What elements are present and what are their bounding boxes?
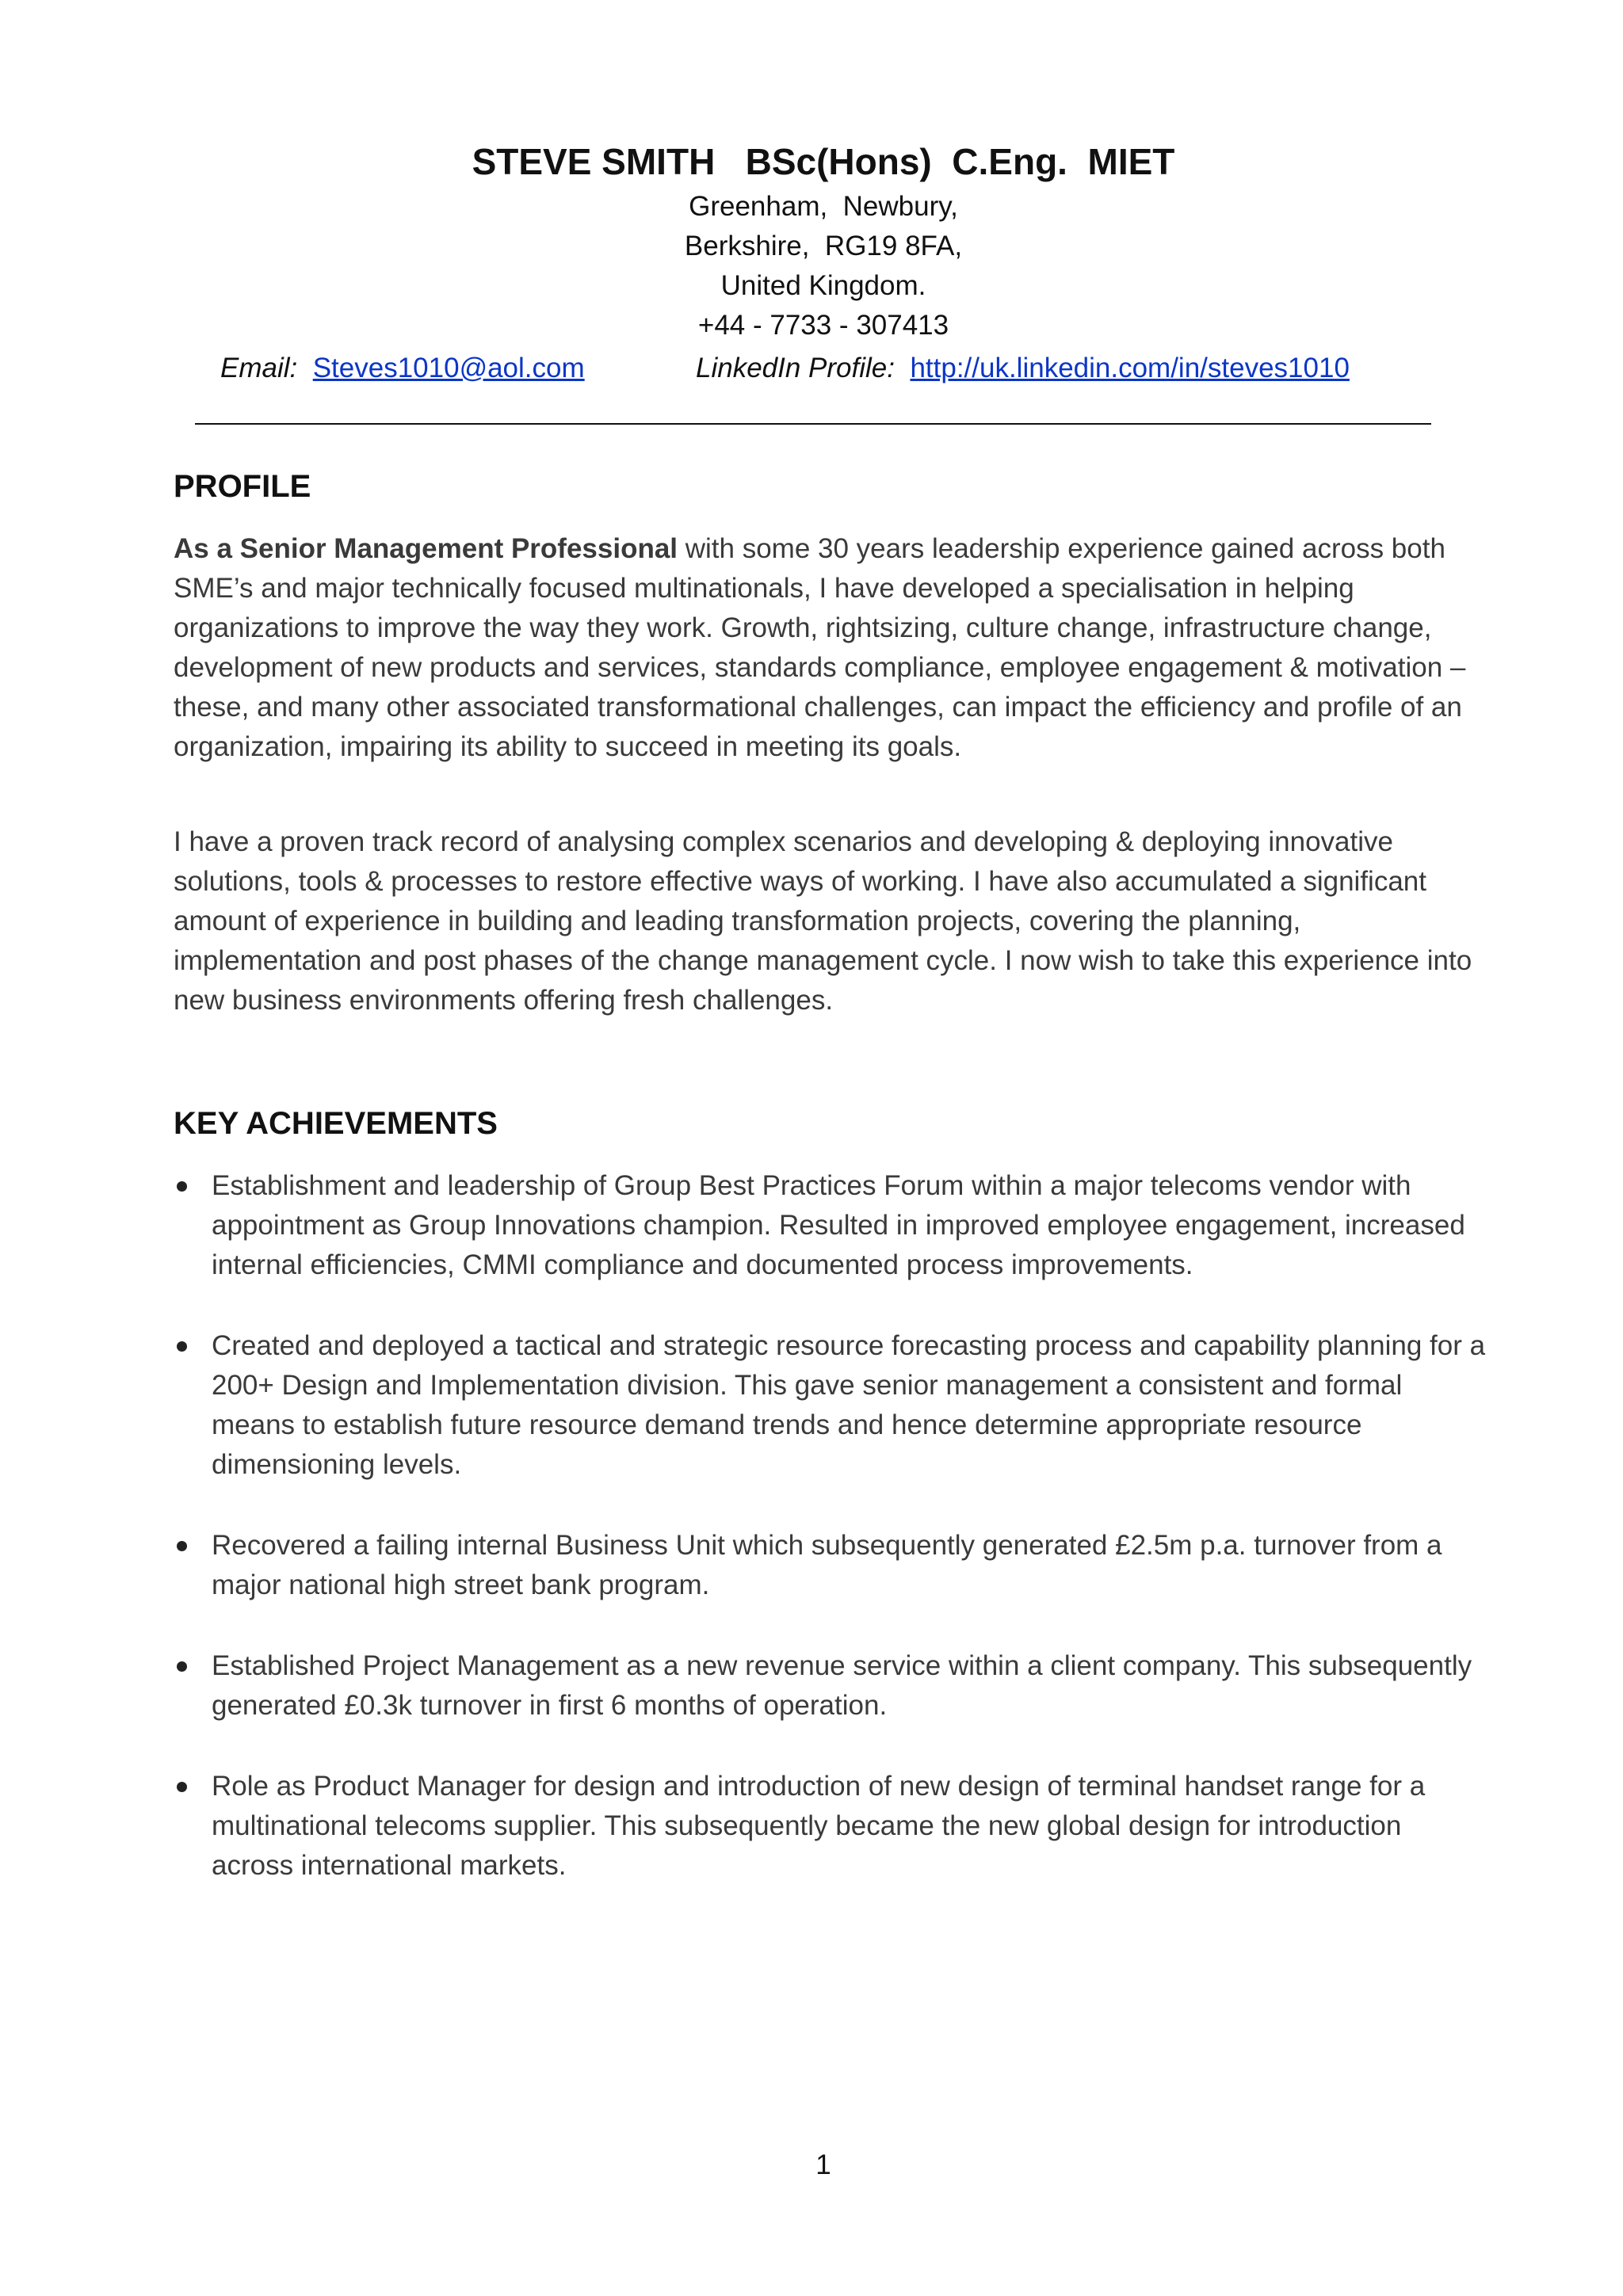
profile-lead: As a Senior Management Professional <box>174 533 678 564</box>
profile-paragraph-1 <box>174 529 1473 767</box>
list-item <box>174 1767 1489 1886</box>
achievement-text: Establishment and leadership of Group Best Practices Forum within a major telecoms vendor with appointment as Group Innovations champion. Resulted in improved employee engagement, increased internal efficiencies, CMMI compliance and documented process improvements. <box>212 1170 1465 1280</box>
email-link[interactable]: Steves1010@aol.com <box>312 353 585 383</box>
header-block <box>0 136 1623 345</box>
achievement-text: Recovered a failing internal Business Unit which subsequently generated £2.5m p.a. turnover from a major national high street bank program. <box>212 1530 1442 1600</box>
bullet-icon <box>177 1341 187 1352</box>
phone-number: +44 - 7733 - 307413 <box>697 310 949 341</box>
bullet-icon <box>177 1181 187 1192</box>
list-item <box>174 1326 1489 1485</box>
candidate-name: STEVE SMITH BSc(Hons) C.Eng. MIET <box>472 141 1175 182</box>
list-item <box>174 1166 1489 1285</box>
linkedin-label: LinkedIn Profile: <box>696 353 895 383</box>
linkedin-link[interactable]: http://uk.linkedin.com/in/steves1010 <box>910 353 1350 383</box>
profile-paragraph-1-text: with some 30 years leadership experience gained across both SME’s and major technically focused multinationals, I have developed a specialisation in helping organizations to improve the way they work. Growth, rightsizing, culture change, infrastructure change, development of new products and services, standards compliance, employee engagement & motivation – these, and many other associated transformational challenges, can impact the efficiency and profile of an organization, impairing its ability to succeed in meeting its goals. <box>174 533 1466 762</box>
bullet-icon <box>177 1541 187 1551</box>
list-item <box>174 1646 1489 1726</box>
achievements-list <box>174 1166 1489 1927</box>
header-divider <box>195 423 1431 425</box>
profile-paragraph-2: I have a proven track record of analysing complex scenarios and developing & deploying innovative solutions, tools & processes to restore effective ways of working. I have also accumulated a significant amount of experience in building and leading transformation projects, covering the planning, implementation and post phases of the change management cycle. I now wish to take this experience into new business environments offering fresh challenges. <box>174 826 1472 1016</box>
linkedin-group <box>696 349 1350 388</box>
page-number: 1 <box>815 2149 831 2180</box>
bullet-icon <box>177 1782 187 1792</box>
bullet-icon <box>177 1661 187 1672</box>
address-line-2: Berkshire, RG19 8FA, <box>684 231 963 261</box>
address-line-3: United Kingdom. <box>720 270 926 301</box>
list-item <box>174 1526 1489 1605</box>
achievement-text: Role as Product Manager for design and introduction of new design of terminal handset range for a multinational telecoms supplier. This subsequently became the new global design for introduction across international markets. <box>212 1771 1426 1881</box>
address-line-1: Greenham, Newbury, <box>689 191 958 222</box>
achievements-heading: KEY ACHIEVEMENTS <box>174 1106 498 1141</box>
achievement-text: Created and deployed a tactical and strategic resource forecasting process and capability planning for a 200+ Design and Implementation division. This gave senior management a consistent and formal means to establish future resource demand trends and hence determine appropriate resource dimensioning levels. <box>212 1330 1486 1480</box>
email-label: Email: <box>220 353 298 383</box>
profile-heading: PROFILE <box>174 469 311 504</box>
achievement-text: Established Project Management as a new revenue service within a client company. This subsequently generated £0.3k turnover in first 6 months of operation. <box>212 1650 1472 1721</box>
email-group <box>220 349 585 388</box>
